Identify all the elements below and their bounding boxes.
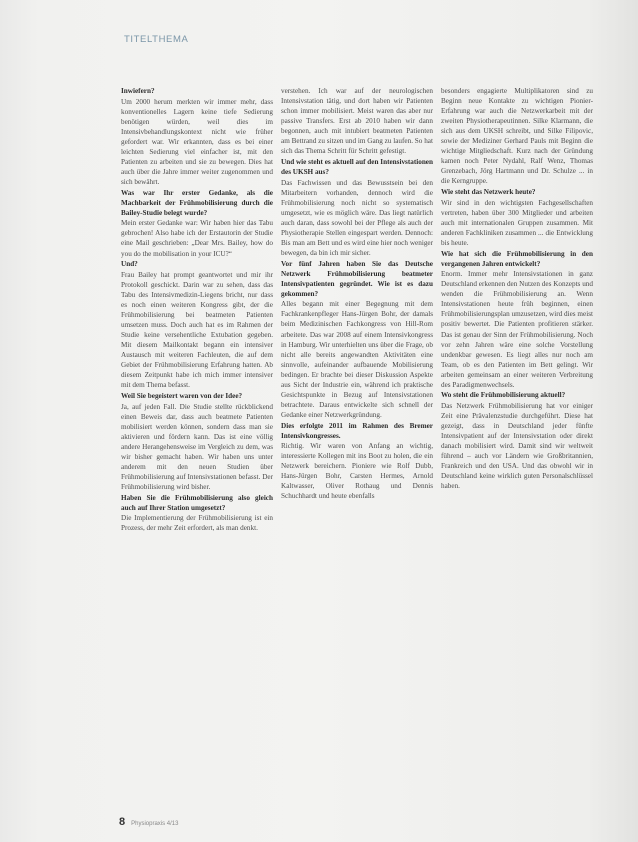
interview-question: Und wie steht es aktuell auf den Intensivstationen des UKSH aus?: [281, 157, 433, 176]
interview-answer: Wir sind in den wichtigsten Fachgesellschaften vertreten, haben über 300 Mitglieder und arbeiten auch mit internationalen Gruppen zusammen. Mit anderen Fachkliniken zusammen ... die Entwicklung bis heute.: [441, 198, 593, 247]
interview-answer: Alles begann mit einer Begegnung mit dem Fachkrankenpfleger Hans-Jürgen Bohr, der damals beim Medizinischen Fachkongress von Hill-Rom arbeitete. Das war 2008 auf einem Intensivkongress in Hamburg. Wir unterhielten uns über die Frage, ob nicht alle bereits angewandten Aktivitäten eine sinnvolle, aufeinander aufbauende Mobilisierung bedingen. Er brachte bei dieser Diskussion Aspekte aus Sicht der Industrie ein, während ich praktische Gesichtspunkte in Bezug auf Intensivstationen betrachtete. Daraus entwickelte sich schnell der Gedanke einer Netzwerkgründung.: [281, 300, 433, 419]
interview-question: Wie steht das Netzwerk heute?: [441, 188, 536, 197]
interview-answer: Das Netzwerk Frühmobilisierung hat vor einiger Zeit eine Prävalenzstudie durchgeführt. Diese hat gezeigt, dass in Deutschland jeder fünfte Intensivpatient auf der Intensivstation oder direkt danach mobilisiert wird. Damit sind wir weltweit führend – auch vor Ländern wie Großbritannien, Frankreich und den USA. Und das obwohl wir in Deutschland keine wirklich guten Personalschlüssel haben.: [441, 402, 593, 491]
interview-question: Wie hat sich die Frühmobilisierung in den vergangenen Jahren entwickelt?: [441, 249, 593, 268]
page-footer: [119, 816, 178, 828]
article-column-1: [121, 86, 273, 816]
interview-answer: Die Implementierung der Frühmobilisierung ist ein Prozess, der mehr Zeit erfordert, als man denkt.: [121, 514, 273, 533]
interview-answer: Ja, auf jeden Fall. Die Studie stellte rückblickend einen Beweis dar, dass auch beatmete Patienten mobilisiert werden können, sondern dass man sie aktivieren und fördern kann. Das ist eine völlig andere Herangehensweise im Vergleich zu dem, was wir bisher gemacht haben. Wir haben uns unter anderem mit den neuen Studien über Frühmobilisierung auf Intensivstationen befasst. Der Frühmobilisierung wird bisher.: [121, 402, 273, 491]
interview-question: Weil Sie begeistert waren von der Idee?: [121, 391, 243, 400]
interview-question: Vor fünf Jahren haben Sie das Deutsche Netzwerk Frühmobilisierung beatmeter Intensivpatienten gegründet. Wie ist es dazu gekommen?: [281, 259, 433, 298]
interview-answer: verstehen. Ich war auf der neurologischen Intensivstation tätig, und dort haben wir Patienten schon immer mobilisiert. Meist waren das aber nur passive Transfers. Erst ab 2010 haben wir dann begonnen, auch mit intubiert beatmeten Patienten am Bettrand zu sitzen und im Gang zu laufen. So hat sich das Thema Schritt für Schritt gefestigt.: [281, 87, 433, 156]
interview-answer: Richtig. Wir waren von Anfang an wichtig, interessierte Kollegen mit ins Boot zu holen, die ein Netzwerk bereichern. Pioniere wie Rolf Dubb, Hans-Jürgen Bohr, Carsten Hermes, Arnold Kaltwasser, Oliver Rothaug und Dennis Schuchhardt und heute ebenfalls: [281, 442, 433, 501]
interview-question: Inwiefern?: [121, 87, 155, 95]
article-column-2: [281, 86, 433, 816]
section-label: TITELTHEMA: [124, 34, 189, 45]
interview-answer: Um 2000 herum merkten wir immer mehr, dass konventionelles Lagern keine tiefe Sedierung benötigen würden, weil dies im Intensivbehandlungskontext nicht wie früher gefordert war. Wir erkannten, dass es bei einer leichten Sedierung viel einfacher ist, mit den Patienten zu arbeiten und sie zu bewegen. Dies hat auch über die Jahre immer weiter zugenommen und sich bewährt.: [121, 97, 273, 187]
interview-question: Dies erfolgte 2011 im Rahmen des Bremer Intensivkongresses.: [281, 421, 433, 440]
interview-answer: Enorm. Immer mehr Intensivstationen in ganz Deutschland erkennen den Nutzen des Konzepts und wenden die Frühmobilisierung an. Wenn Intensivstationen heute früh beginnen, einen Frühmobilisierungsplan umzusetzen, wird dies meist positiv bewertet. Die Patienten profitieren stärker. Das ist genau der Sinn der Frühmobilisierung. Noch vor zehn Jahren wäre eine solche Vorstellung undenkbar gewesen. Es liegt alles nur noch am Team, ob es den Patienten im Bett gelingt. Wir arbeiten gemeinsam an einer weiteren Verbreitung des Paradigmenwechsels.: [441, 270, 593, 389]
page-number: 8: [119, 816, 126, 828]
journal-name: Physiopraxis 4/13: [131, 821, 179, 827]
interview-answer: Frau Bailey hat prompt geantwortet und mir ihr Protokoll geschickt. Darin war zu sehen, dass das Tabu des Intensivmedizin-Liegens bricht, nur dass es noch einen weiteren Kongress gibt, der die Frühmobilisierung bei beatmeten Patienten umsetzen muss. Doch auch hat es im Rahmen der Studie keine versehentliche Extubation gegeben. Mit diesem Mailkontakt begann ein intensiver Austausch mit weiteren Fachleuten, die auf dem Gebiet der Frühmobilisierung Erfahrung hatten. Ab diesem Zeitpunkt habe ich mich immer intensiver mit dem Thema befasst.: [121, 270, 273, 390]
interview-question: Was war Ihr erster Gedanke, als die Machbarkeit der Frühmobilisierung durch die Bailey-Studie belegt wurde?: [121, 188, 273, 217]
interview-question: Haben Sie die Frühmobilisierung also gleich auch auf Ihrer Station umgesetzt?: [121, 493, 273, 512]
interview-answer: Mein erster Gedanke war: Wir haben hier das Tabu gebrochen! Also habe ich der Erstautorin der Studie eine Mail geschrieben: „Dear Mrs. Bailey, how do you do the mobilisation in your ICU?“: [121, 219, 273, 258]
interview-answer: besonders engagierte Multiplikatoren sind zu Beginn neue Kontakte zu wichtigen Pionier-Erfahrung war auch die Netzwerkarbeit mit der zweiten Physiotherapeutinnen. Silke Klarmann, die sich aus dem UKSH schreibt, und Silke Filipovic, sowie der Mediziner Gerhard Pauls mit Beginn die wichtige Mitgliedschaft. Kurz nach der Gründung kamen noch Peter Nydahl, Ralf Wenz, Thomas Grenzebach, Jörg Hartmann und Dr. Schulze ... in die Kerngruppe.: [441, 87, 593, 186]
interview-answer: Das Fachwissen und das Bewusstsein bei den Mitarbeitern vorhanden, dennoch wird die Frühmobilisierung noch nicht so systematisch umgesetzt, wie es möglich wäre. Das liegt natürlich auch daran, dass sowohl bei der Pflege als auch der Physiotherapie Stellen eingespart werden. Dennoch: Bis man am Bett und es wird eine hier noch weniger bewegen, da bin ich mir sicher.: [281, 178, 433, 257]
interview-question: Und?: [121, 260, 138, 269]
article-column-3: [441, 86, 593, 816]
interview-question: Wo steht die Frühmobilisierung aktuell?: [441, 391, 566, 400]
